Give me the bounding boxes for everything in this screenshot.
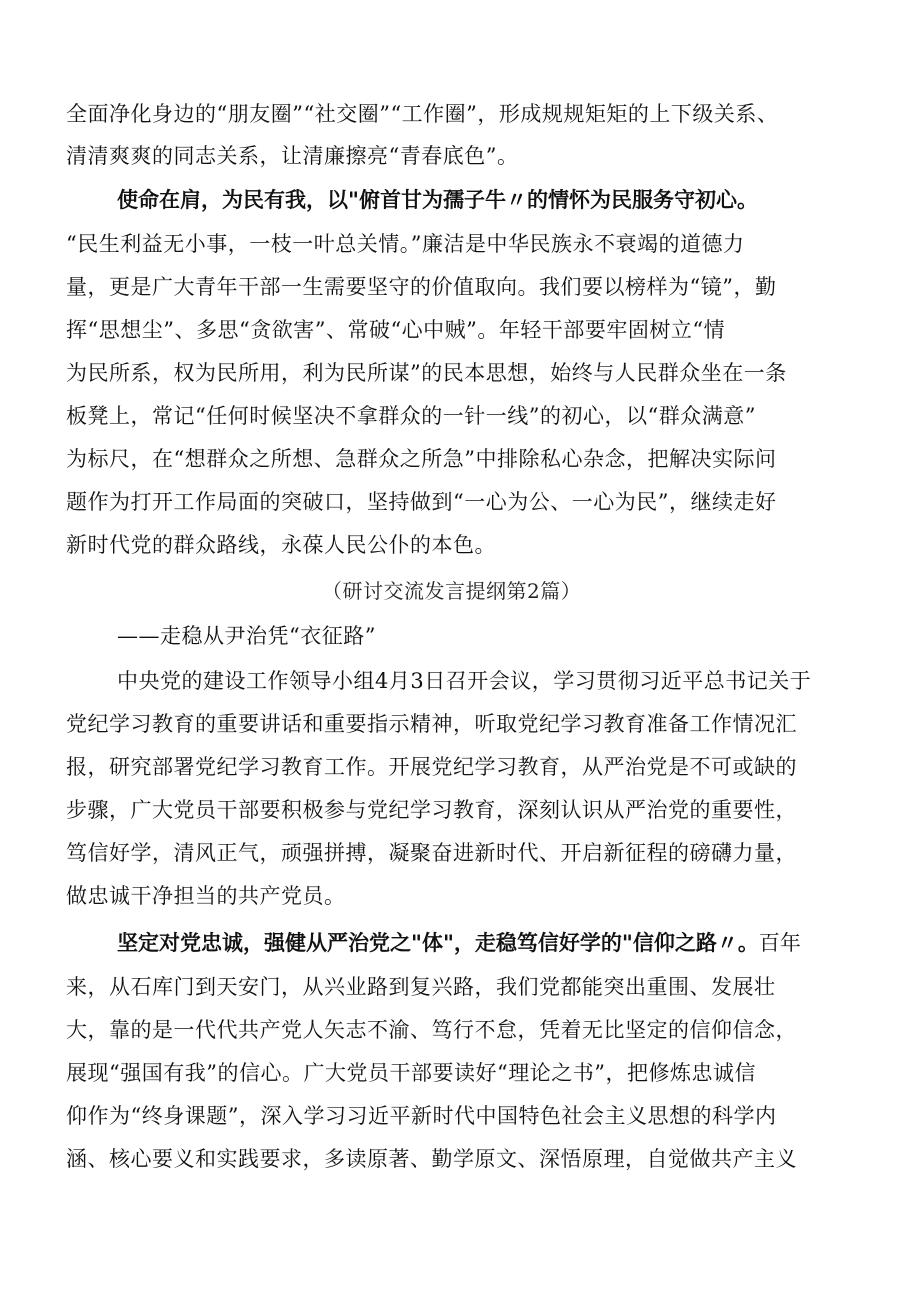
- paragraph-4-line-2: 大，靠的是一代代共产党人矢志不渝、笃行不怠，凭着无比坚定的信仰信念，: [66, 1018, 797, 1042]
- paragraph-3-line-5: 笃信好学，清风正气，顽强拼搏，凝聚奋进新时代、开启新征程的磅礴力量，: [66, 841, 797, 865]
- paragraph-3-line-1: 中央党的建设工作领导小组4月3日召开会议，学习贯彻习近平总书记关于: [117, 669, 812, 693]
- paragraph-4-line-3: 展现“强国有我”的信心。广大党员干部要读好“理论之书”，把修炼忠诚信: [66, 1061, 756, 1085]
- paragraph-4-line-5: 涵、核心要义和实践要求，多读原著、勤学原文、深悟原理，自觉做共产主义: [66, 1147, 797, 1171]
- paragraph-1-line-2: 清清爽爽的同志关系，让清廉擦亮“青春底色”。: [66, 144, 519, 168]
- paragraph-2-line-3: 挥“思想尘”、多思“贪欲害”、常破“心中贼”。年轻干部要牢固树立“情: [66, 318, 726, 342]
- paragraph-2-line-7: 题作为打开工作局面的突破口，坚持做到“一心为公、一心为民”，继续走好: [66, 490, 777, 514]
- paragraph-3-line-2: 党纪学习教育的重要讲话和重要指示精神，听取党纪学习教育准备工作情况汇: [66, 712, 797, 736]
- paragraph-2-line-6: 为标尺，在“想群众之所想、急群众之所急”中排除私心杂念，把解决实际问: [66, 447, 777, 471]
- section-1-heading: 使命在肩，为民有我，以"俯首甘为孺子牛〃的情怀为民服务守初心。: [117, 188, 758, 212]
- article-2-title: （研讨交流发言提纲第2篇）: [322, 579, 582, 603]
- paragraph-2-line-5: 板凳上，常记“任何时候坚决不拿群众的一针一线”的初心，以“群众满意”: [66, 404, 756, 428]
- article-2-subtitle: ——走稳从尹治凭“衣征路”: [117, 624, 376, 648]
- section-2-heading-tail: 百年: [758, 931, 801, 955]
- paragraph-3-line-6: 做忠诚干净担当的共产党员。: [66, 884, 346, 908]
- paragraph-2-line-1: “民生利益无小事，一枝一叶总关情。”廉洁是中华民族永不衰竭的道德力: [66, 232, 745, 256]
- paragraph-3-line-3: 报，研究部署党纪学习教育工作。开展党纪学习教育，从严治党是不可或缺的: [66, 755, 797, 779]
- paragraph-4-line-1: 来，从石库门到天安门，从兴业路到复兴路，我们党都能突出重围、发展壮: [66, 975, 776, 999]
- paragraph-1-line-1: 全面净化身边的“朋友圈”“社交圈”“工作圈”，形成规规矩矩的上下级关系、: [66, 102, 779, 126]
- paragraph-3-line-4: 步骤，广大党员干部要积极参与党纪学习教育，深刻认识从严治党的重要性，: [66, 798, 797, 822]
- paragraph-2-line-8: 新时代党的群众路线，永葆人民公仆的本色。: [66, 533, 496, 557]
- paragraph-2-line-2: 量，更是广大青年干部一生需要坚守的价值取向。我们要以榜样为“镜”，勤: [66, 275, 777, 299]
- paragraph-4-line-4: 仰作为“终身课题”，深入学习习近平新时代中国特色社会主义思想的科学内: [66, 1104, 777, 1128]
- section-2-heading: [117, 928, 801, 958]
- section-2-heading-bold: 坚定对党忠诚，强健从严治党之"体"，走稳笃信好学的"信仰之路〃。: [117, 931, 759, 955]
- paragraph-2-line-4: 为民所系，权为民所用，利为民所谋”的民本思想，始终与人民群众坐在一条: [66, 361, 787, 385]
